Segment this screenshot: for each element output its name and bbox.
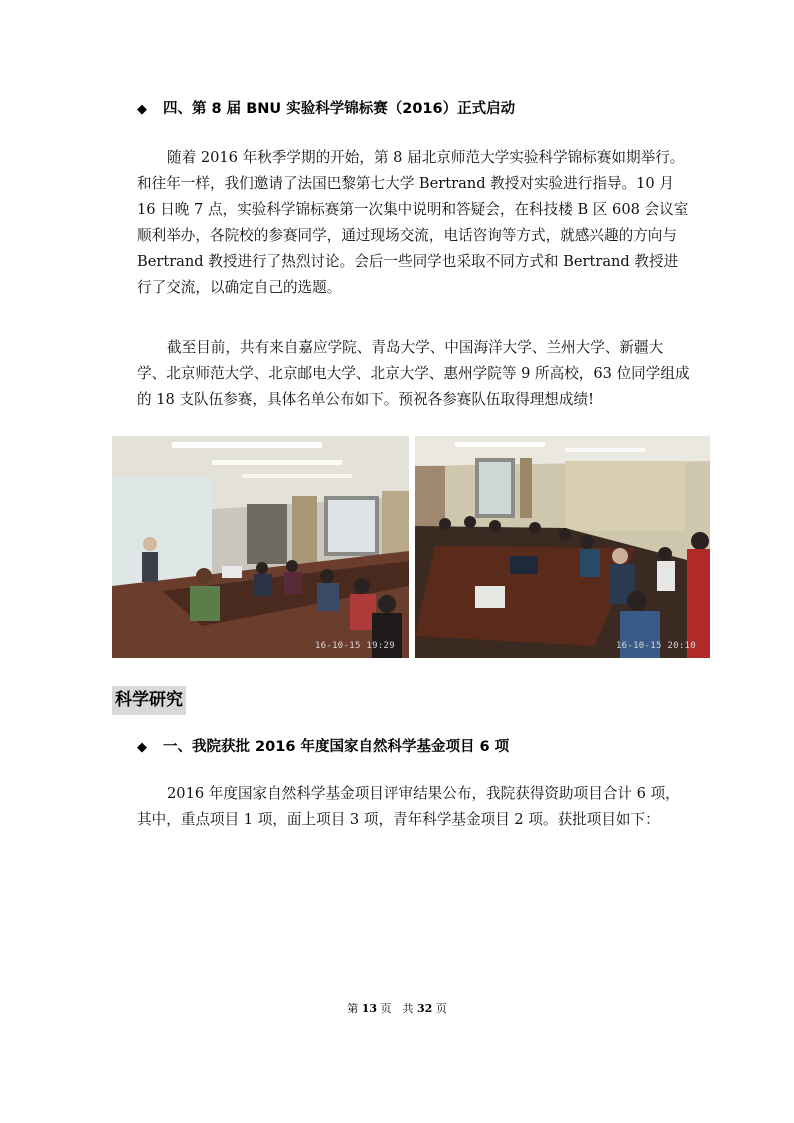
diamond-bullet-icon: ◆ bbox=[137, 102, 147, 117]
diamond-bullet-icon: ◆ bbox=[137, 740, 147, 755]
nsfc-paragraph: 2016 年度国家自然科学基金项目评审结果公布，我院获得资助项目合计 6 项，其中，重点项目 1 项，面上项目 3 项，青年科学基金项目 2 项。获批项目如下： bbox=[137, 785, 680, 828]
footer-suffix: 页 bbox=[435, 1002, 447, 1015]
footer-middle: 页 共 bbox=[380, 1002, 414, 1015]
meeting-photo-1 bbox=[112, 436, 409, 658]
page-number: 13 bbox=[361, 1002, 377, 1015]
section-title: 四、第 8 届 BNU 实验科学锦标赛（2016）正式启动 bbox=[163, 101, 516, 117]
page-footer bbox=[0, 1000, 794, 1016]
championship-paragraph-1: 随着 2016 年秋季学期的开始，第 8 届北京师范大学实验科学锦标赛如期举行。和往年一样，我们邀请了法国巴黎第七大学 Bertrand 教授对实验进行指导。10 月 16 日晚 7 点，实验科学锦标赛第一次集中说明和答疑会，在科技楼 B 区 608 会议室顺利举办，各院校的参赛同学，通过现场交流，电话咨询等方式，就感兴趣的方向与 Bertrand 教授进行了热烈讨论。会后一些同学也采取不同方式和 Bertrand 教授进行了交流，以确定自己的选题。 bbox=[137, 149, 689, 296]
footer-prefix: 第 bbox=[347, 1002, 359, 1015]
section-heading-nsfc-grants bbox=[137, 737, 509, 758]
photo-timestamp: 16-10-15 20:10 bbox=[615, 641, 696, 651]
section-title: 一、我院获批 2016 年度国家自然科学基金项目 6 项 bbox=[163, 739, 510, 755]
meeting-photo-2 bbox=[415, 436, 710, 658]
championship-paragraph-2: 截至目前，共有来自嘉应学院、青岛大学、中国海洋大学、兰州大学、新疆大学、北京师范大学、北京邮电大学、北京大学、惠州学院等 9 所高校，63 位同学组成的 18 支队伍参赛，具体名单公布如下。预祝各参赛队伍取得理想成绩! bbox=[137, 339, 690, 408]
page-total: 32 bbox=[417, 1002, 433, 1015]
section-heading-bnu-championship bbox=[137, 99, 515, 120]
photo-timestamp: 16-10-15 19:29 bbox=[314, 641, 395, 651]
section-label-science-research: 科学研究 bbox=[112, 686, 186, 715]
